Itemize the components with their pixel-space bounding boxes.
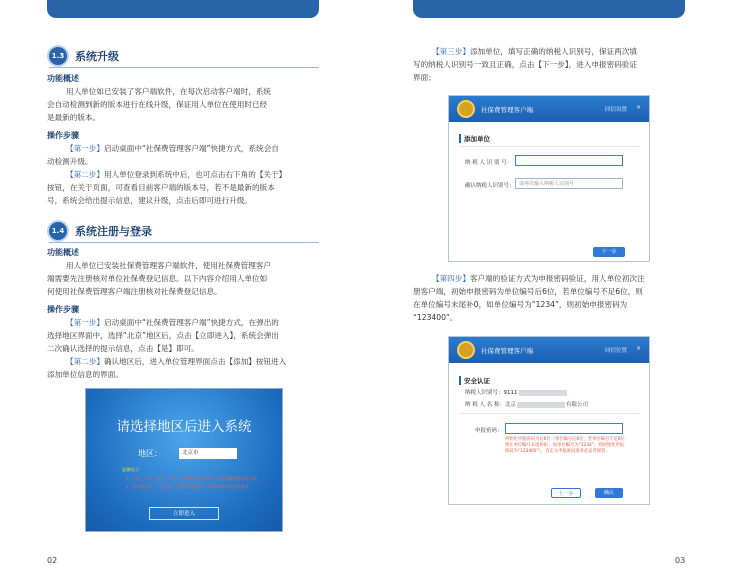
region-select-screenshot: [85, 388, 283, 532]
national-emblem-icon: [457, 100, 475, 118]
masked-value: [519, 390, 567, 396]
panel-divider: [459, 146, 639, 147]
national-emblem-icon: [457, 341, 475, 359]
next-step-button[interactable]: 下一步: [593, 247, 625, 257]
taxid-input[interactable]: [515, 155, 623, 166]
step-four-text: 【第四步】客户端的验证方式为申报密码验证，用人单位初次注 册客户端，初始申报密码为单位编号后6位，若单位编号不足6位，则 在单位编号末尾补0，如单位编号为“1234”，则初始申报密码为 “123400”。: [413, 274, 645, 322]
section-badge: 1.3: [49, 47, 67, 65]
section-badge: 1.4: [49, 222, 67, 240]
close-icon[interactable]: ×: [635, 345, 641, 352]
region-select[interactable]: 北京市: [179, 448, 237, 459]
add-unit-screenshot: [448, 95, 650, 262]
page-number-right: 03: [675, 556, 686, 565]
header-bar-left: [47, 0, 319, 18]
panel-divider: [459, 413, 639, 414]
security-auth-screenshot: [448, 336, 650, 505]
section-1-4-heading: [49, 222, 152, 240]
confirm-taxid-input[interactable]: 请再次输入纳税人识别号: [515, 178, 623, 189]
company-name-row: 纳 税 人 名 称：北京 有限公司: [465, 402, 589, 408]
taxid-label: 纳 税 人 识 别 号：: [465, 160, 513, 166]
overview-text: 用人单位已安装社保费管理客户端软件，使用社保费管理客户 端需要先注册核对单位社保费登记信息。以下内容介绍用人单位如 何使用社保费管理客户端注册核对社保费登记信息。: [47, 261, 272, 296]
password-hint: 密码为“123400”），自定义申报密码请务必妥善保管。: [505, 449, 610, 454]
masked-value: [517, 402, 565, 408]
section-divider: [49, 242, 319, 243]
overview-heading: 功能概述: [47, 74, 79, 83]
page-number-left: 02: [47, 556, 58, 565]
section-title: 系统注册与登录: [75, 225, 152, 238]
region-label: 地区：: [138, 449, 162, 458]
settings-link[interactable]: 回信位置: [604, 348, 627, 354]
steps-heading: 操作步骤: [47, 305, 79, 314]
section-title: 系统升级: [75, 50, 119, 63]
password-hint: 初始化申报密码为后6位（单位编号后6位，若单位编号不足6位: [505, 437, 625, 442]
region-hint: 1、大连、宁波、厦门、青岛、深圳暂仅申报外资，请到所属地税务局办理。: [126, 476, 261, 481]
section-divider: [49, 67, 319, 68]
steps-heading: 操作步骤: [47, 131, 79, 140]
region-screen-title: 请选择地区后进入系统: [116, 419, 252, 435]
password-input[interactable]: [505, 423, 623, 434]
app-header: [449, 96, 649, 122]
overview-text: 用人单位如已安装了客户端软件，在每次启动客户端时，系统 会自动检测到新的版本进行在线升级，保证用人单位在使用时已经 是最新的版本。: [47, 87, 272, 122]
enter-now-button[interactable]: 立即进入: [149, 507, 219, 520]
password-hint: 则在单位编号末尾补0），如单位编号为“1234”，则初始化申报: [505, 443, 625, 448]
panel-title: 添加单位: [459, 134, 490, 143]
password-label: 申报密码：: [475, 428, 503, 434]
taxid-row: 纳税人识别号：9111: [465, 388, 568, 396]
app-header: [449, 337, 649, 363]
header-bar-right: [413, 0, 685, 18]
close-icon[interactable]: ×: [635, 104, 641, 111]
overview-heading: 功能概述: [47, 248, 79, 257]
steps-text: 【第一步】启动桌面中“社保费管理客户端”快捷方式，系统会自 动检测升级。 【第二步】用人单位登录到系统中后，也可点击右下角的【关于】 按钮，在关于页面，可查看目前客户端的版本号，若不是最新的版本 号，系统会给出提示信息，建议升级，点击后即可进行升级。: [47, 144, 287, 205]
app-title: 社保费管理客户端: [481, 105, 533, 114]
step-three-text: 【第三步】添加单位，填写正确的纳税人识别号，保证两次填 写的纳税人识别号一致且正确，点击【下一步】，进入申报密码验证 界面；: [413, 47, 638, 82]
confirm-taxid-label: 确认纳税人识别号：: [465, 183, 515, 189]
steps-text: 【第一步】启动桌面中“社保费管理客户端”快捷方式，在弹出的 选择地区界面中，选择“北京”地区后，点击【立即进入】，系统会弹出 二次确认选择的提示信息，点击【是】即可。 【第二步】确认地区后，进入单位管理界面点击【添加】按钮进入 添加单位信息的界面。: [47, 318, 287, 379]
confirm-button[interactable]: 确认: [595, 488, 623, 498]
app-title: 社保费管理客户端: [481, 346, 533, 355]
region-hint-title: 温馨提示：: [122, 467, 143, 472]
panel-title: 安全认证: [459, 376, 490, 385]
region-hint: 2、建议选择后，一经选择，选择将不能修改，请看清选择后正常使用。: [126, 484, 253, 489]
prev-step-button[interactable]: 上一步: [551, 488, 581, 498]
section-1-3-heading: [49, 47, 119, 65]
settings-link[interactable]: 回信设置: [604, 107, 627, 113]
